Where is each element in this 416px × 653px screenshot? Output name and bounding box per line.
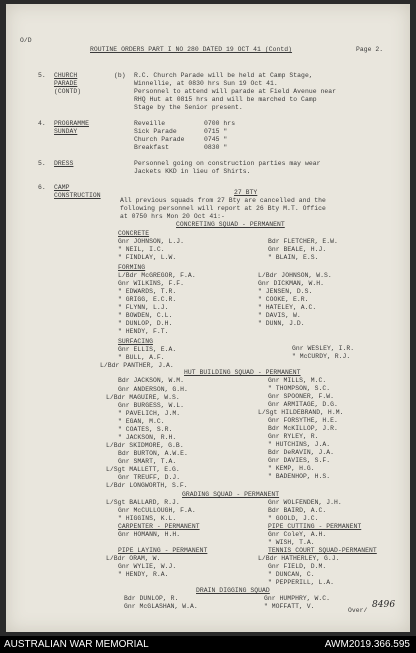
personnel-name: Bdr McKILLOP, J.R. [268,425,338,432]
personnel-name: " DAVIS, W. [258,312,301,319]
programme-item: Reveille [134,120,166,127]
personnel-name: " BULL, A.F. [118,354,165,361]
programme-time: 0715 " [204,128,228,135]
section-title: (CONTD) [54,88,82,95]
personnel-name: Gnr WILKINS, F.F. [118,280,185,287]
personnel-name: " PEPPERILL, L.A. [268,579,335,586]
page-number: Page 2. [356,46,384,53]
personnel-name: " COATES, S.R. [118,426,173,433]
personnel-name: Gnr SMART, T.A. [118,458,177,465]
programme-item: Church Parade [134,136,185,143]
personnel-name: L/Sgt MALLETT, E.G. [106,466,180,473]
personnel-name: Gnr McGLASHAN, W.A. [124,603,198,610]
personnel-name: Gnr DICKMAN, W.H. [258,280,325,287]
personnel-name: Gnr FIELD, D.M. [268,563,327,570]
body-line: Jackets KKD in lieu of Shirts. [134,168,251,175]
body-line: All previous squads from 27 Bty are cancelled and the [120,197,326,204]
personnel-name: Gnr FORSYTHE, H.E. [268,417,338,424]
subgroup-heading: TENNIS COURT SQUAD-PERMANENT [268,547,377,554]
personnel-name: Bdr DUNLOP, R. [124,595,179,602]
document-header: ROUTINE ORDERS PART I NO 280 DATED 19 OCT 41 (Contd) [90,46,293,53]
personnel-name: Gnr ARMITAGE, D.G. [268,401,338,408]
programme-time: 0700 hrs [204,120,236,127]
personnel-name: " GOOLD, J.C. [268,515,319,522]
personnel-name: Gnr WESLEY, I.R. [292,345,355,352]
personnel-name: L/Bdr McGREGOR, F.A. [118,272,196,279]
squad-heading: CONCRETING SQUAD - PERMANENT [176,221,285,228]
body-line: RHQ Hut at 0815 hrs and will be marched to Camp [134,96,317,103]
section-title: PARADE [54,80,78,87]
personnel-name: " BLAIN, E.S. [268,254,319,261]
personnel-name: " FINDLAY, L.W. [118,254,177,261]
subgroup-heading: CARPENTER - PERMANENT [118,523,200,530]
personnel-name: " HUTCHINS, J.A. [268,441,331,448]
body-line: R.C. Church Parade will be held at Camp Stage, [134,72,313,79]
handwritten-number: 8496 [372,600,396,610]
personnel-name: " HATELEY, A.C. [258,304,317,311]
body-line: at 0750 hrs Mon 20 Oct 41:- [120,213,225,220]
programme-item: Breakfast [134,144,169,151]
personnel-name: Gnr TREUFF, D.J. [118,474,181,481]
personnel-name: " JENSEN, D.S. [258,288,313,295]
section-number: 6. [38,184,46,191]
personnel-name: L/Bdr JOHNSON, W.S. [258,272,332,279]
subgroup-heading: SURFACING [118,338,153,345]
personnel-name: L/Sgt BALLARD, R.J. [106,499,180,506]
section-title: DRESS [54,160,74,167]
personnel-name: Gnr MILLS, M.C. [268,377,327,384]
squad-heading: DRAIN DIGGING SQUAD [196,587,270,594]
subgroup-heading: CONCRETE [118,230,150,237]
personnel-name: " HENDY, R.A. [118,571,169,578]
personnel-name: " JACKSON, R.H. [118,434,177,441]
personnel-name: Bdr FLETCHER, E.W. [268,238,338,245]
personnel-name: L/Bdr MAGUIRE, W.S. [106,394,180,401]
personnel-name: Gnr ELLIS, E.A. [118,346,177,353]
personnel-name: Gnr BEALE, H.J. [268,246,327,253]
footer-source: AUSTRALIAN WAR MEMORIAL [4,639,149,650]
personnel-name: Gnr HOMANN, H.H. [118,531,181,538]
section-title: CHURCH [54,72,78,79]
personnel-name: " WISH, T.A. [268,539,315,546]
personnel-name: Gnr HUMPHRY, W.C. [264,595,331,602]
personnel-name: " McCURDY, R.J. [292,353,351,360]
personnel-name: " EDWARDS, T.R. [118,288,177,295]
personnel-name: Gnr BURGESS, W.L. [118,402,185,409]
battery-heading: 27 BTY [234,189,258,196]
personnel-name: " BADENHOP, H.S. [268,473,331,480]
footer-accession: AWM2019.366.595 [324,639,410,650]
personnel-name: L/Bdr LONGWORTH, S.F. [106,482,188,489]
personnel-name: L/Bdr SKIDMORE, G.B. [106,442,184,449]
squad-heading: HUT BUILDING SQUAD - PERMANENT [184,369,301,376]
programme-time: 0745 " [204,136,228,143]
section-number: 5. [38,160,46,167]
personnel-name: " HENDY, F.T. [118,328,169,335]
section-title: CAMP [54,184,70,191]
subsection-label: (b) [114,72,126,79]
personnel-name: " MOFFATT, V. [264,603,315,610]
subgroup-heading: PIPE CUTTING - PERMANENT [268,523,362,530]
subgroup-heading: FORMING [118,264,146,271]
personnel-name: Gnr ANDERSON, G.H. [118,386,188,393]
personnel-name: Bdr BURTON, A.W.E. [118,450,188,457]
programme-item: Sick Parade [134,128,177,135]
personnel-name: Gnr WYLIE, W.J. [118,563,177,570]
personnel-name: " BOWDEN, C.L. [118,312,173,319]
personnel-name: Gnr SPOONER, F.W. [268,393,335,400]
personnel-name: L/Bdr PANTHER, J.A. [100,362,174,369]
personnel-name: " FLYNN, L.J. [118,304,169,311]
body-line: Winnellie, at 0830 hrs Sun 19 Oct 41. [134,80,278,87]
section-title: CONSTRUCTION [54,192,101,199]
personnel-name: Bdr JACKSON, W.M. [118,377,185,384]
section-title: SUNDAY [54,128,78,135]
body-line: Personnel going on construction parties may wear [134,160,321,167]
personnel-name: " EGAN, M.C. [118,418,165,425]
personnel-name: " DUNLOP, D.H. [118,320,173,327]
body-line: following personnel will report at 26 Bty M.T. Office [120,205,326,212]
body-line: Personnel to attend will parade at Field Avenue near [134,88,337,95]
personnel-name: " PAVELICH, J.M. [118,410,181,417]
personnel-name: " DUNN, J.D. [258,320,305,327]
personnel-name: " GRIGG, E.C.R. [118,296,177,303]
archive-footer [0,636,416,653]
document-page [6,4,410,632]
personnel-name: " DUNCAN, C. [268,571,315,578]
section-title: PROGRAMME [54,120,89,127]
personnel-name: Bdr DeRAVIN, J.A. [268,449,335,456]
personnel-name: " COOKE, E.R. [258,296,309,303]
document-ref: O/D [20,37,32,44]
personnel-name: Gnr McCULLOUGH, F.A. [118,507,196,514]
personnel-name: Gnr DAVIES, S.F. [268,457,331,464]
programme-time: 0830 " [204,144,228,151]
personnel-name: Gnr ColeY, A.H. [268,531,327,538]
personnel-name: Gnr RYLEY, R. [268,433,319,440]
squad-heading: GRADING SQUAD - PERMANENT [182,491,280,498]
personnel-name: L/Sgt HILDEBRAND, H.M. [258,409,344,416]
personnel-name: Gnr JOHNSON, L.J. [118,238,185,245]
personnel-name: L/Bdr HATHERLEY, G.J. [258,555,340,562]
subgroup-heading: PIPE LAYING - PERMANENT [118,547,208,554]
personnel-name: " HIGGINS, K.L. [118,515,177,522]
section-number: 4. [38,120,46,127]
personnel-name: Gnr WOLFENDEN, J.H. [268,499,342,506]
personnel-name: " KEMP, H.G. [268,465,315,472]
personnel-name: L/Bdr ORAM, W. [106,555,161,562]
continuation-note: Over/ [348,607,368,614]
personnel-name: " THOMPSON, S.C. [268,385,331,392]
section-number: 5. [38,72,46,79]
personnel-name: " NEIL, I.C. [118,246,165,253]
personnel-name: Bdr BAIRD, A.C. [268,507,327,514]
body-line: Stage by the Senior present. [134,104,243,111]
